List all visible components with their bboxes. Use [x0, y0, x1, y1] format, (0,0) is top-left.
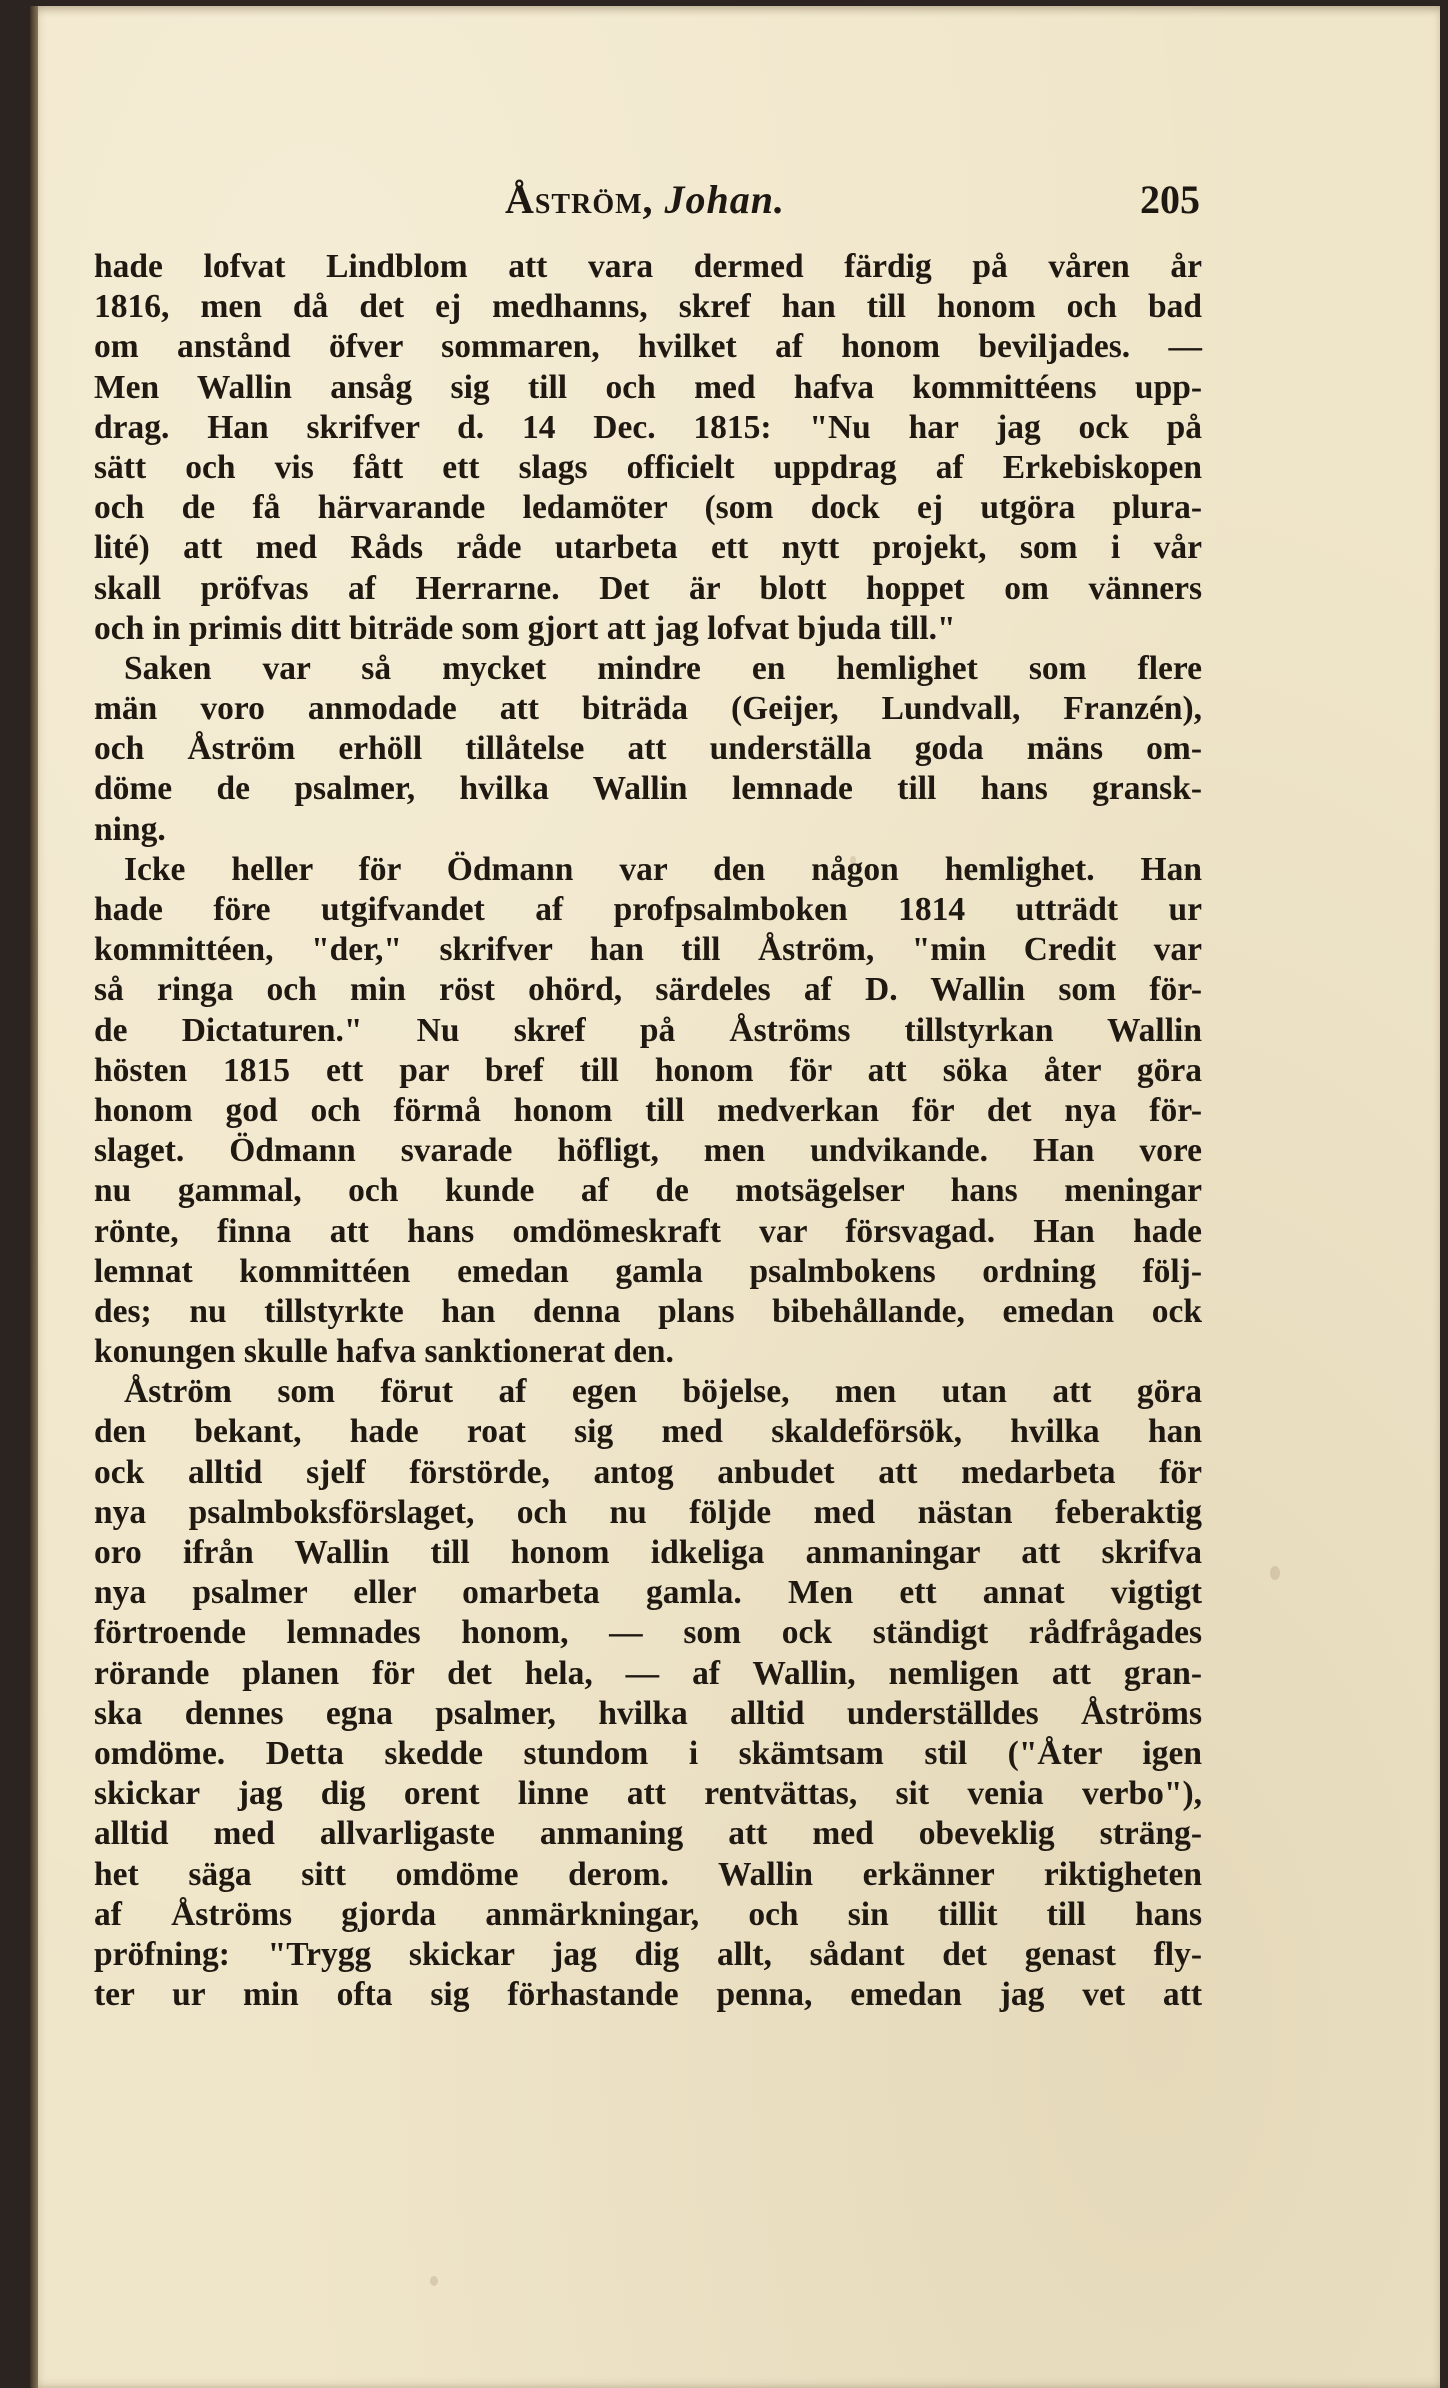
text-line: och de få härvarande ledamöter (som dock ej utgöra plura- [94, 489, 1202, 527]
text-line: så ringa och min röst ohörd, särdeles af D. Wallin som för- [94, 971, 1202, 1009]
text-line: drag. Han skrifver d. 14 Dec. 1815: "Nu har jag ock på [94, 408, 1202, 446]
text-line: nya psalmer eller omarbeta gamla. Men ett annat vigtigt [94, 1574, 1202, 1612]
text-line: nya psalmboksförslaget, och nu följde med nästan feberaktig [94, 1493, 1202, 1531]
text-line: skall pröfvas af Herrarne. Det är blott hoppet om vänners [94, 569, 1202, 607]
body-text [94, 247, 1202, 2015]
text-line: honom god och förmå honom till medverkan för det nya för- [94, 1091, 1202, 1129]
text-line: ock alltid sjelf förstörde, antog anbudet att medarbeta för [94, 1453, 1202, 1491]
text-line: män voro anmodade att biträda (Geijer, Lundvall, Franzén), [94, 690, 1202, 728]
text-line: lemnat kommittéen emedan gamla psalmbokens ordning följ- [94, 1252, 1202, 1290]
page-number: 205 [1140, 177, 1200, 222]
text-line: omdöme. Detta skedde stundom i skämtsam stil ("Åter igen [94, 1734, 1202, 1772]
header-surname: Åström, [504, 177, 654, 222]
text-line: Saken var så mycket mindre en hemlighet som flere [124, 649, 1202, 687]
text-line: hade lofvat Lindblom att vara dermed färdig på våren år [94, 248, 1202, 285]
text-line: ning. [94, 810, 166, 848]
text-line: nu gammal, och kunde af de motsägelser hans meningar [94, 1172, 1202, 1210]
text-line: och Åström erhöll tillåtelse att underställa goda mäns om- [94, 730, 1202, 768]
text-line: den bekant, hade roat sig med skaldeförsök, hvilka han [94, 1413, 1202, 1451]
running-header [90, 176, 1200, 232]
text-line: rörande planen för det hela, — af Wallin, nemligen att gran- [94, 1654, 1202, 1692]
text-line: döme de psalmer, hvilka Wallin lemnade till hans gransk- [94, 770, 1202, 808]
text-line: af Åströms gjorda anmärkningar, och sin tillit till hans [94, 1895, 1202, 1933]
paper-spot [430, 2276, 438, 2286]
text-line: slaget. Ödmann svarade höfligt, men undvikande. Han vore [94, 1132, 1202, 1170]
text-line: sätt och vis fått ett slags officielt uppdrag af Erkebiskopen [94, 448, 1202, 486]
text-line: lité) att med Råds råde utarbeta ett nytt projekt, som i vår [94, 529, 1202, 567]
text-line: kommittéen, "der," skrifver han till Åström, "min Credit var [94, 931, 1202, 969]
book-page [30, 6, 1440, 2388]
text-line: pröfning: "Trygg skickar jag dig allt, sådant det genast fly- [94, 1935, 1202, 1973]
text-line: alltid med allvarligaste anmaning att med obeveklig sträng- [94, 1815, 1202, 1853]
text-line: oro ifrån Wallin till honom idkeliga anmaningar att skrifva [94, 1534, 1202, 1571]
running-title [90, 176, 1200, 223]
header-given-name: Johan. [664, 177, 786, 222]
text-line: förtroende lemnades honom, — som ock ständigt rådfrågades [94, 1614, 1202, 1652]
text-line: rönte, finna att hans omdömeskraft var försvagad. Han hade [94, 1212, 1202, 1250]
binding-edge [30, 6, 38, 2388]
text-line: hösten 1815 ett par bref till honom för att söka åter göra [94, 1051, 1202, 1089]
paper-spot [1270, 1566, 1280, 1580]
text-line: des; nu tillstyrkte han denna plans bibehållande, emedan ock [94, 1292, 1202, 1330]
text-line: de Dictaturen." Nu skref på Åströms tillstyrkan Wallin [94, 1011, 1202, 1049]
text-line: 1816, men då det ej medhanns, skref han till honom och bad [94, 288, 1202, 326]
text-line: om anstånd öfver sommaren, hvilket af honom beviljades. — [94, 328, 1202, 366]
text-line: het säga sitt omdöme derom. Wallin erkänner riktigheten [94, 1855, 1202, 1893]
text-line: Icke heller för Ödmann var den någon hemlighet. Han [124, 850, 1202, 888]
text-line: konungen skulle hafva sanktionerat den. [94, 1333, 674, 1371]
text-line: Åström som förut af egen böjelse, men utan att göra [124, 1373, 1202, 1411]
text-line: skickar jag dig orent linne att rentvättas, sit venia verbo"), [94, 1775, 1202, 1813]
text-line: ter ur min ofta sig förhastande penna, emedan jag vet att [94, 1976, 1202, 2014]
text-line: Men Wallin ansåg sig till och med hafva kommittéens upp- [94, 368, 1202, 406]
text-line: ska dennes egna psalmer, hvilka alltid underställdes Åströms [94, 1694, 1202, 1732]
text-line: hade före utgifvandet af profpsalmboken 1814 utträdt ur [94, 891, 1202, 928]
text-line: och in primis ditt biträde som gjort att jag lofvat bjuda till." [94, 609, 956, 647]
